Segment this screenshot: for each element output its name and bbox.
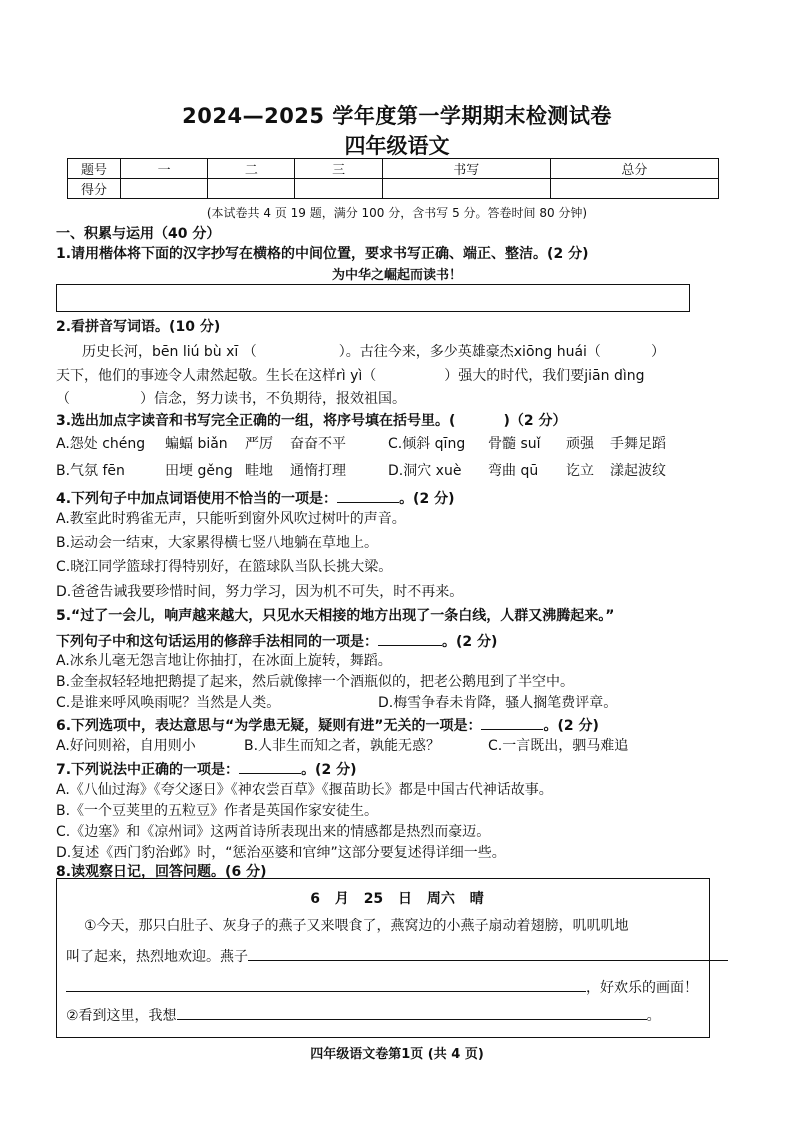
q5-option-a: A.冰糸儿毫无怨言地让你抽打，在冰面上旋转，舞蹈。 bbox=[56, 653, 392, 669]
q2-text: ）信念，努力读书，不负期待，报效祖国。 bbox=[140, 391, 406, 407]
question-3 bbox=[56, 411, 566, 431]
q7-option-b: B.《一个豆荚里的五粒豆》作者是英国作家安徒生。 bbox=[56, 803, 379, 819]
q2-text: ）强大的时代，我们要jiān dìng bbox=[444, 368, 645, 384]
q5-option-c: C.是谁来呼风唤雨呢？当然是人类。 bbox=[56, 695, 281, 711]
diary-text: ②看到这里，我想 bbox=[66, 1008, 177, 1024]
q3-option: A.怨处 chéng bbox=[56, 436, 146, 452]
score-cell: 得分 bbox=[68, 179, 121, 199]
diary-text: 叫了起来，热烈地欢迎。燕子 bbox=[66, 949, 248, 965]
diary-text: 。 bbox=[646, 1008, 661, 1024]
question-4 bbox=[56, 487, 454, 509]
q3-option: 畦地 bbox=[245, 463, 273, 479]
q7-option-d: D.复述《西门豹治邺》时，“惩治巫婆和官绅”这部分要复述得详细一些。 bbox=[56, 845, 506, 861]
question-2: 2.看拼音写词语。(10 分) bbox=[56, 319, 221, 335]
diary-text: ，好欢乐的画面！ bbox=[586, 980, 698, 996]
exam-note: (本试卷共 4 页 19 题，满分 100 分，含书写 5 分。答卷时间 80 分钟) bbox=[206, 206, 588, 220]
q5-text: 下列句子中和这句话运用的修辞手法相同的一项是： bbox=[56, 634, 378, 650]
q4-option-b: B.运动会一结束，大家累得横七竖八地躺在草地上。 bbox=[56, 535, 379, 551]
question-6 bbox=[56, 714, 599, 736]
diary-date: 6 月 25 日 周六 晴 bbox=[310, 891, 484, 907]
q7-option-a: A.《八仙过海》《夸父逐日》《神农尝百草》《揠苗助长》都是中国古代神话故事。 bbox=[56, 782, 553, 798]
q4-option-c: C.晓江同学篮球打得特别好，在篮球队当队长挑大梁。 bbox=[56, 559, 393, 575]
q6-answer-blank[interactable] bbox=[481, 714, 543, 730]
q4-option-d: D.爸爸告诫我要珍惜时间，努力学习，因为机不可失，时不再来。 bbox=[56, 584, 464, 600]
diary-answer-blank[interactable] bbox=[66, 976, 586, 992]
q3-option: 弯曲 qū bbox=[488, 463, 539, 479]
q2-text: ） bbox=[650, 344, 665, 360]
q5-score: 。(2 分) bbox=[442, 634, 498, 650]
question-5: 5.“过了一会儿，响声越来越大，只见水天相接的地方出现了一条白线，人群又沸腾起来。” bbox=[56, 608, 615, 624]
q3-option: D.洞穴 xuè bbox=[388, 463, 462, 479]
q4-score: 。(2 分) bbox=[399, 491, 455, 507]
q5-option-b: B.金奎叔轻轻地把鹅提了起来，然后就像摔一个酒瓶似的，把老公鹅甩到了半空中。 bbox=[56, 674, 575, 690]
diary-paragraph-2 bbox=[66, 1004, 661, 1026]
q2-text: （ bbox=[56, 391, 70, 407]
score-cell: 书写 bbox=[382, 159, 550, 179]
q3-option: 奋奋不平 bbox=[290, 436, 346, 452]
section-heading: 一、积累与运用（40 分） bbox=[56, 226, 221, 242]
q6-option-b: B.人非生而知之者，孰能无惑？ bbox=[244, 738, 441, 754]
score-table bbox=[67, 158, 719, 199]
score-input-cell[interactable] bbox=[382, 179, 550, 199]
q3-option: 骨髓 suǐ bbox=[488, 436, 541, 452]
q5-option-d: D.梅雪争春未肯降，骚人搁笔费评章。 bbox=[378, 695, 618, 711]
question-7 bbox=[56, 758, 356, 780]
diary-paragraph-1: ①今天，那只白肚子、灰身子的燕子又来喂食了，燕窝边的小燕子扇动着翅膀，叽叽叽地 bbox=[84, 918, 629, 934]
q7-option-c: C.《边塞》和《凉州词》这两首诗所表现出来的情感都是热烈而豪迈。 bbox=[56, 824, 491, 840]
q3-option: C.倾斜 qīng bbox=[388, 436, 466, 452]
diary-answer-blank[interactable] bbox=[248, 945, 728, 961]
question-5-sub bbox=[56, 630, 497, 652]
q7-score: 。(2 分) bbox=[301, 762, 357, 778]
q3-option: 田埂 gěng bbox=[165, 463, 233, 479]
q4-option-a: A.教室此时鸦雀无声，只能听到窗外风吹过树叶的声音。 bbox=[56, 511, 406, 527]
q3-score: )（2 分） bbox=[503, 413, 567, 429]
q4-answer-blank[interactable] bbox=[337, 487, 399, 503]
score-table-header-row bbox=[68, 159, 719, 179]
q6-text: 6.下列选项中，表达意思与“为学患无疑，疑则有进”无关的一项是： bbox=[56, 718, 482, 734]
q2-text: ）。古往今来，多少英雄豪杰xiōng huái（ bbox=[338, 344, 601, 360]
q3-option: 蝙蝠 biǎn bbox=[165, 436, 228, 452]
question-2-line bbox=[82, 342, 665, 362]
question-1: 1.请用楷体将下面的汉字抄写在横格的中间位置，要求书写正确、端正、整洁。(2 分) bbox=[56, 246, 589, 262]
question-2-line bbox=[56, 389, 406, 409]
q3-option: 漾起波纹 bbox=[610, 463, 666, 479]
q6-option-c: C.一言既出，驷马难追 bbox=[488, 738, 629, 754]
q4-text: 4.下列句子中加点词语使用不恰当的一项是： bbox=[56, 491, 338, 507]
score-cell: 三 bbox=[295, 159, 382, 179]
q3-option: 顽强 bbox=[566, 436, 594, 452]
copy-writing-box[interactable] bbox=[56, 284, 690, 312]
score-table-score-row bbox=[68, 179, 719, 199]
q7-answer-blank[interactable] bbox=[239, 758, 301, 774]
exam-subject: 四年级语文 bbox=[344, 134, 450, 158]
score-input-cell[interactable] bbox=[295, 179, 382, 199]
question-2-line bbox=[56, 366, 645, 386]
diary-paragraph-1-cont bbox=[66, 945, 728, 967]
q3-option: 讫立 bbox=[566, 463, 594, 479]
q3-option: 通惰打理 bbox=[290, 463, 346, 479]
question-8: 8.读观察日记，回答问题。(6 分) bbox=[56, 864, 267, 880]
q3-text: 3.选出加点字读音和书写完全正确的一组，将序号填在括号里。( bbox=[56, 413, 456, 429]
score-cell: 一 bbox=[121, 159, 208, 179]
score-cell: 总分 bbox=[550, 159, 718, 179]
q3-option: 手舞足蹈 bbox=[610, 436, 666, 452]
q7-text: 7.下列说法中正确的一项是： bbox=[56, 762, 240, 778]
diary-paragraph-1-end bbox=[66, 976, 698, 998]
exam-title: 2024—2025 学年度第一学期期末检测试卷 bbox=[182, 104, 612, 128]
q2-text: 天下，他们的事迹令人肃然起敬。生长在这样rì yì（ bbox=[56, 368, 377, 384]
score-cell: 题号 bbox=[68, 159, 121, 179]
diary-answer-blank[interactable] bbox=[177, 1004, 647, 1020]
q2-text: 历史长河，bēn liú bù xī （ bbox=[82, 344, 257, 360]
q3-option: 严厉 bbox=[245, 436, 273, 452]
copy-sentence: 为中华之崛起而读书！ bbox=[331, 268, 462, 283]
q6-option-a: A.好问则裕，自用则小 bbox=[56, 738, 196, 754]
q3-option: B.气氛 fēn bbox=[56, 463, 125, 479]
score-input-cell[interactable] bbox=[550, 179, 718, 199]
score-input-cell[interactable] bbox=[121, 179, 208, 199]
score-input-cell[interactable] bbox=[208, 179, 295, 199]
q5-answer-blank[interactable] bbox=[378, 630, 442, 646]
q6-score: 。(2 分) bbox=[543, 718, 599, 734]
score-cell: 二 bbox=[208, 159, 295, 179]
page-footer: 四年级语文卷第1页 (共 4 页) bbox=[310, 1047, 484, 1062]
